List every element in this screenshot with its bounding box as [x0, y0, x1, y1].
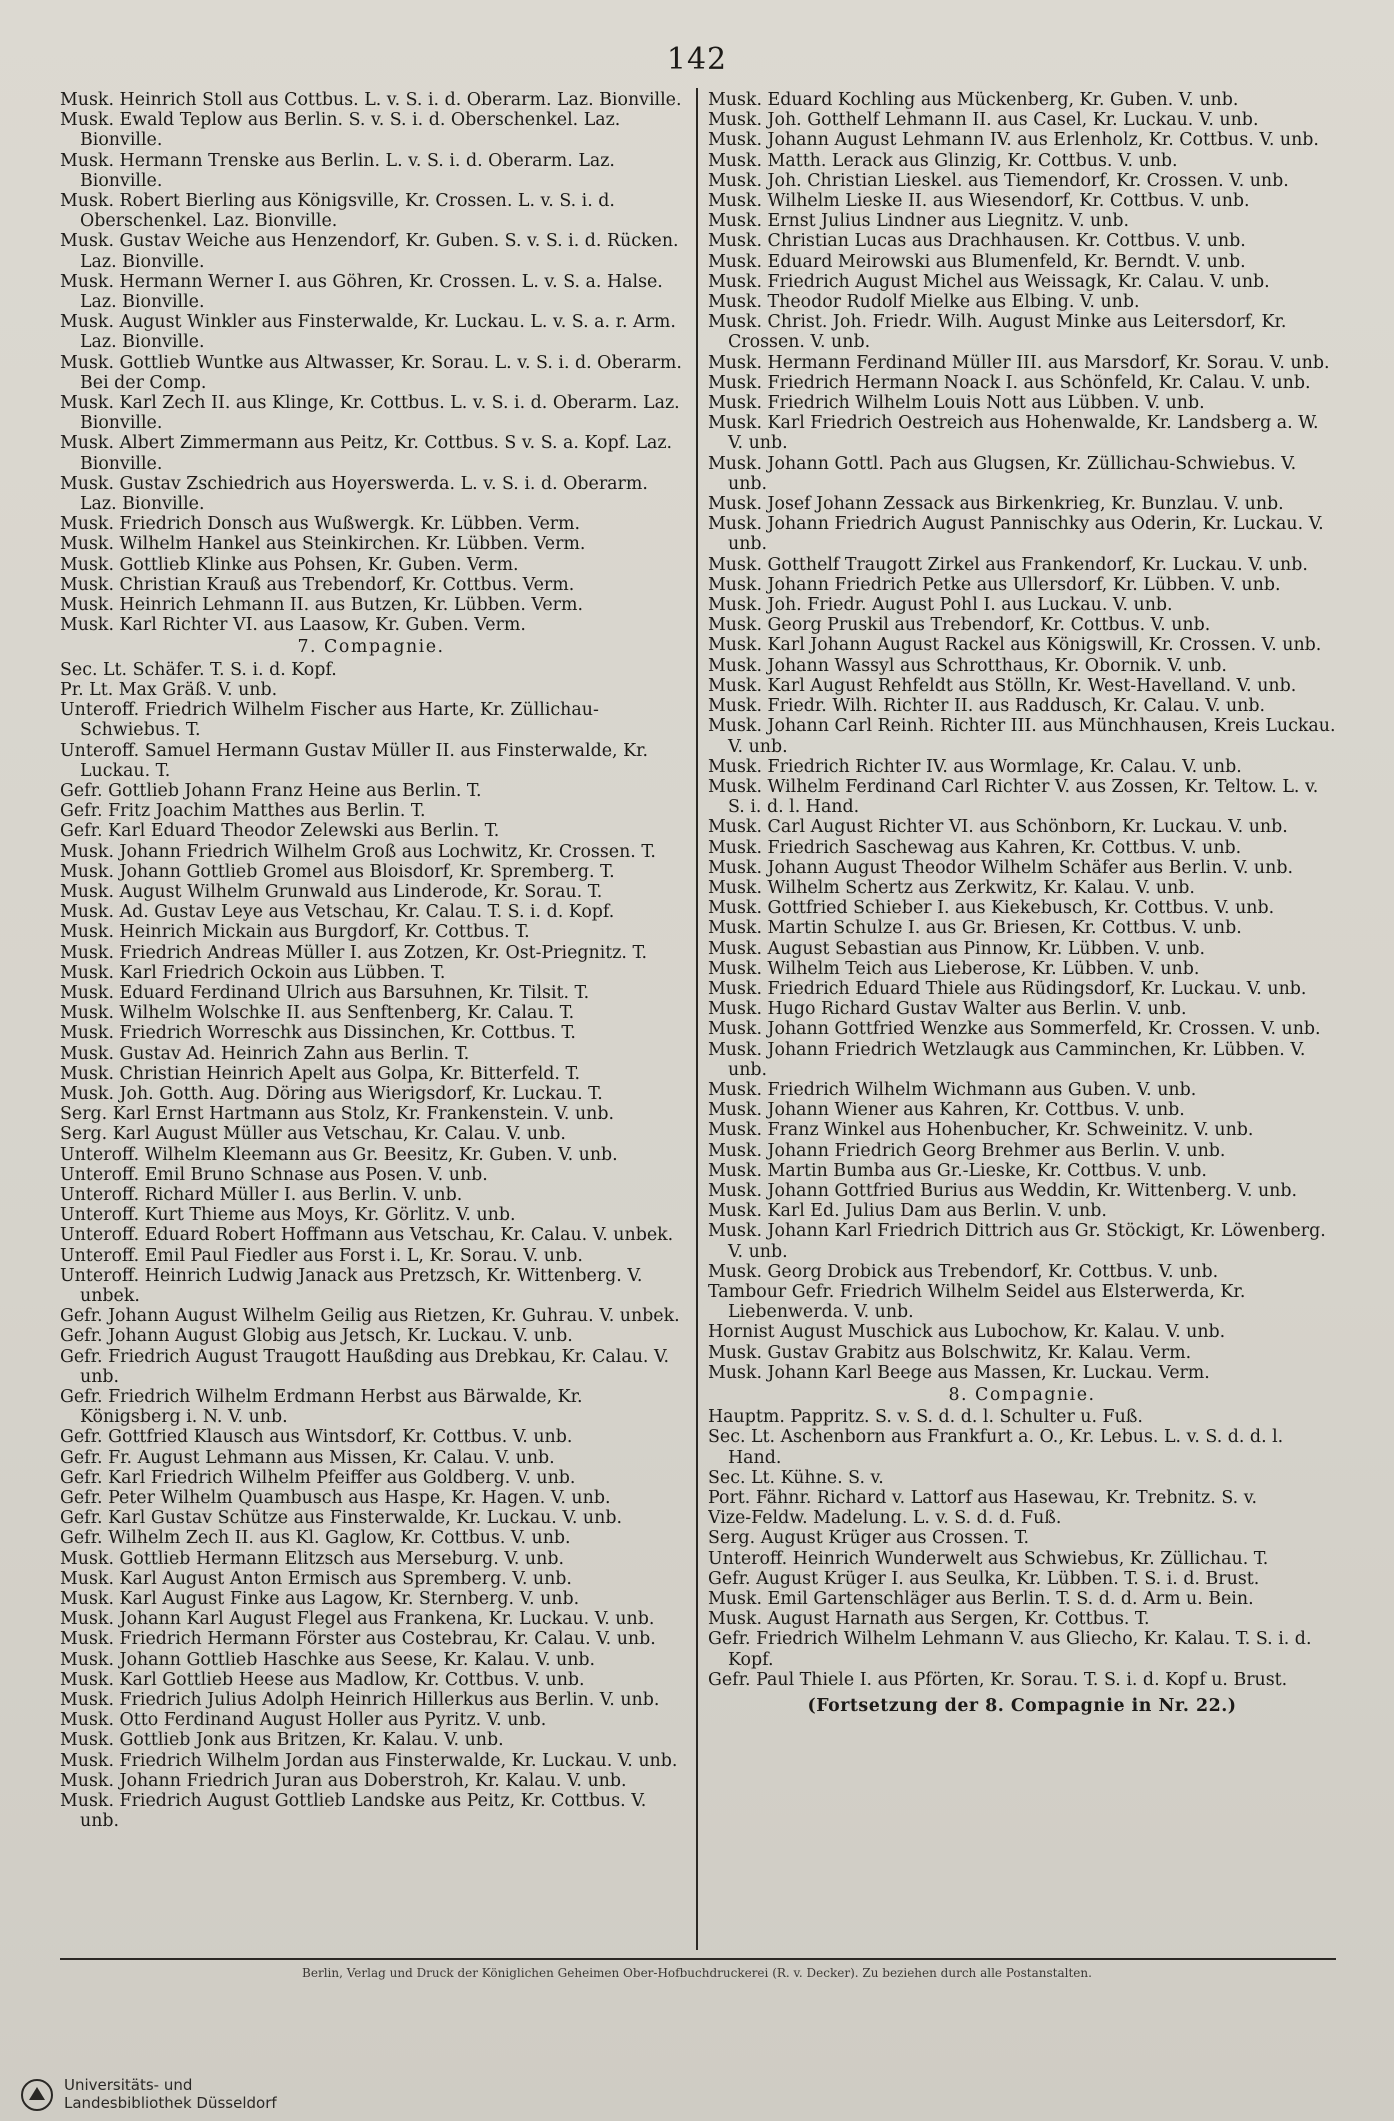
roster-entry: Musk. Wilhelm Wolschke II. aus Senftenberg, Kr. Calau. T. — [60, 1003, 575, 1024]
roster-entry: Musk. Christian Heinrich Apelt aus Golpa, Kr. Bitterfeld. T. — [60, 1063, 581, 1084]
footer-rule — [60, 1958, 1336, 1960]
library-logo-icon — [20, 2078, 54, 2112]
roster-entry: Musk. Johann Gottlieb Haschke aus Seese, Kr. Kalau. V. unb. — [60, 1649, 596, 1670]
roster-entry: Musk. Eduard Meirowski aus Blumenfeld, Kr. Berndt. V. unb. — [708, 251, 1246, 272]
roster-entry: Hornist August Muschick aus Lubochow, Kr. Kalau. V. unb. — [708, 1322, 1226, 1343]
roster-entry: Pr. Lt. Max Gräß. V. unb. — [60, 679, 278, 700]
roster-entry: Gefr. Karl Gustav Schütze aus Finsterwalde, Kr. Luckau. V. unb. — [60, 1508, 622, 1529]
continuation-note: (Fortsetzung der 8. Compagnie in Nr. 22.) — [807, 1696, 1237, 1717]
roster-entry: Musk. Eduard Ferdinand Ulrich aus Barsuhnen, Kr. Tilsit. T. — [60, 982, 590, 1003]
roster-entry: Musk. Johann Gottl. Pach aus Glugsen, Kr. Züllichau-Schwiebus. V. unb. — [708, 453, 1297, 494]
roster-entry: Musk. Gustav Weiche aus Henzendorf, Kr. Guben. S. v. S. i. d. Rücken. Laz. Bionville. — [60, 231, 679, 272]
roster-entry: Musk. Theodor Rudolf Mielke aus Elbing. V. unb. — [708, 292, 1140, 313]
company-heading: 7. Compagnie. — [297, 637, 445, 658]
roster-entry: Musk. Johann Karl August Flegel aus Frankena, Kr. Luckau. V. unb. — [60, 1609, 655, 1630]
roster-entry: Musk. Gotthelf Traugott Zirkel aus Frankendorf, Kr. Luckau. V. unb. — [708, 554, 1308, 575]
roster-entry: Musk. Hugo Richard Gustav Walter aus Berlin. V. unb. — [708, 999, 1187, 1020]
roster-entry: Unteroff. Wilhelm Kleemann aus Gr. Beesitz, Kr. Guben. V. unb. — [60, 1144, 618, 1165]
roster-entry: Musk. Heinrich Lehmann II. aus Butzen, Kr. Lübben. Verm. — [60, 595, 584, 616]
roster-entry: Tambour Gefr. Friedrich Wilhelm Seidel aus Elsterwerda, Kr. Liebenwerda. V. unb. — [708, 1281, 1246, 1323]
roster-entry: Musk. Friedrich Worreschk aus Dissinchen, Kr. Cottbus. T. — [60, 1023, 576, 1044]
company-heading: 8. Compagnie. — [948, 1385, 1096, 1405]
roster-entry: Musk. Christian Krauß aus Trebendorf, Kr. Cottbus. Verm. — [60, 574, 575, 595]
roster-entry: Unteroff. Kurt Thieme aus Moys, Kr. Görlitz. V. unb. — [60, 1205, 516, 1226]
roster-entry: Musk. Friedrich Hermann Noack I. aus Schönfeld, Kr. Calau. V. unb. — [708, 372, 1311, 393]
roster-entry: Unteroff. Samuel Hermann Gustav Müller II. aus Finsterwalde, Kr. Luckau. T. — [60, 740, 648, 781]
roster-entry: Musk. Karl Gottlieb Heese aus Madlow, Kr. Cottbus. V. unb. — [60, 1669, 585, 1690]
roster-entry: Musk. Gustav Zschiedrich aus Hoyerswerda. L. v. S. i. d. Oberarm. Laz. Bionville. — [60, 473, 648, 515]
roster-entry: Gefr. Friedrich August Traugott Haußding aus Drebkau, Kr. Calau. V. unb. — [60, 1346, 670, 1387]
roster-entry: Musk. Johann Friedrich Wetzlaugk aus Camminchen, Kr. Lübben. V. unb. — [708, 1039, 1306, 1080]
roster-entry: Musk. Karl Zech II. aus Klinge, Kr. Cottbus. L. v. S. i. d. Oberarm. Laz. Bionville. — [60, 393, 680, 434]
roster-entry: Gefr. Peter Wilhelm Quambusch aus Haspe, Kr. Hagen. V. unb. — [60, 1488, 611, 1509]
left-column — [60, 90, 682, 1950]
roster-entry: Musk. Gottlieb Klinke aus Pohsen, Kr. Guben. Verm. — [60, 554, 519, 575]
roster-entry: Musk. Christian Lucas aus Drachhausen. Kr. Cottbus. V. unb. — [708, 231, 1246, 252]
imprint-line: Berlin, Verlag und Druck der Königlichen Geheimen Ober-Hofbuchdruckerei (R. v. Decker). Zu beziehen durch alle Postanstalten. — [302, 1966, 1092, 1980]
roster-entry: Musk. Johann Karl Beege aus Massen, Kr. Luckau. Verm. — [708, 1362, 1210, 1383]
roster-entry: Musk. Friedrich Richter IV. aus Wormlage, Kr. Calau. V. unb. — [708, 756, 1242, 777]
roster-entry: Musk. Friedr. Wilh. Richter II. aus Raddusch, Kr. Calau. V. unb. — [708, 696, 1266, 717]
library-watermark — [20, 2074, 440, 2114]
roster-entry: Gefr. August Krüger I. aus Seulka, Kr. Lübben. T. S. i. d. Brust. — [708, 1568, 1260, 1589]
roster-entry: Musk. Johann Gottfried Wenzke aus Sommerfeld, Kr. Crossen. V. unb. — [708, 1019, 1321, 1040]
roster-entry: Musk. Friedrich Eduard Thiele aus Rüdingsdorf, Kr. Luckau. V. unb. — [708, 978, 1307, 999]
roster-entry: Musk. Gottlieb Hermann Elitzsch aus Merseburg. V. unb. — [60, 1548, 564, 1569]
roster-entry: Musk. Johann Gottlieb Gromel aus Bloisdorf, Kr. Spremberg. T. — [60, 861, 615, 882]
roster-entry: Musk. Eduard Kochling aus Mückenberg, Kr. Guben. V. unb. — [708, 90, 1239, 110]
roster-entry: Musk. Otto Ferdinand August Holler aus Pyritz. V. unb. — [60, 1710, 547, 1731]
roster-entry: Musk. Johann Karl Friedrich Dittrich aus Gr. Stöckigt, Kr. Löwenberg. V. unb. — [708, 1221, 1326, 1262]
roster-entry: Gefr. Wilhelm Zech II. aus Kl. Gaglow, Kr. Cottbus. V. unb. — [60, 1528, 571, 1549]
roster-entry: Serg. Karl Ernst Hartmann aus Stolz, Kr. Frankenstein. V. unb. — [60, 1104, 615, 1125]
roster-entry: Musk. Joh. Christian Lieskel. aus Tiemendorf, Kr. Crossen. V. unb. — [708, 170, 1289, 191]
roster-entry: Musk. Friedrich Julius Adolph Heinrich Hillerkus aus Berlin. V. unb. — [60, 1690, 660, 1711]
roster-entry: Musk. Karl August Rehfeldt aus Stölln, Kr. West-Havelland. V. unb. — [708, 675, 1297, 696]
roster-entry: Musk. Albert Zimmermann aus Peitz, Kr. Cottbus. S v. S. a. Kopf. Laz. Bionville. — [60, 433, 673, 474]
roster-entry: Musk. Gottlieb Wuntke aus Altwasser, Kr. Sorau. L. v. S. i. d. Oberarm. Bei der Comp. — [60, 352, 682, 393]
page-number: 142 — [666, 42, 728, 77]
roster-entry: Musk. Martin Bumba aus Gr.-Lieske, Kr. Cottbus. V. unb. — [708, 1160, 1207, 1181]
roster-entry: Musk. Wilhelm Schertz aus Zerkwitz, Kr. Kalau. V. unb. — [708, 877, 1195, 898]
roster-entry: Musk. Joh. Gotthelf Lehmann II. aus Casel, Kr. Luckau. V. unb. — [708, 110, 1259, 131]
roster-entry: Musk. Friedrich August Gottlieb Landske aus Peitz, Kr. Cottbus. V. unb. — [60, 1791, 647, 1832]
right-column — [708, 90, 1336, 1950]
roster-entry: Gefr. Gottlieb Johann Franz Heine aus Berlin. T. — [60, 780, 482, 801]
roster-entry: Musk. Johann August Theodor Wilhelm Schäfer aus Berlin. V. unb. — [708, 857, 1293, 878]
roster-entry: Sec. Lt. Kühne. S. v. — [708, 1467, 884, 1488]
roster-entry: Musk. Gustav Ad. Heinrich Zahn aus Berlin. T. — [60, 1043, 470, 1064]
roster-entry: Unteroff. Richard Müller I. aus Berlin. V. unb. — [60, 1184, 463, 1205]
roster-entry: Musk. Gottlieb Jonk aus Britzen, Kr. Kalau. V. unb. — [60, 1730, 504, 1751]
roster-entry: Musk. Karl Richter VI. aus Laasow, Kr. Guben. Verm. — [60, 615, 526, 636]
roster-entry: Unteroff. Emil Paul Fiedler aus Forst i. L, Kr. Sorau. V. unb. — [60, 1245, 583, 1266]
roster-entry: Musk. Josef Johann Zessack aus Birkenkrieg, Kr. Bunzlau. V. unb. — [708, 494, 1284, 515]
roster-entry: Gefr. Friedrich Wilhelm Lehmann V. aus Gliecho, Kr. Kalau. T. S. i. d. Kopf. — [708, 1629, 1312, 1670]
roster-entry: Musk. Hermann Werner I. aus Göhren, Kr. Crossen. L. v. S. a. Halse. Laz. Bionville. — [60, 271, 663, 313]
roster-entry: Musk. Ewald Teplow aus Berlin. S. v. S. i. d. Oberschenkel. Laz. Bionville. — [60, 110, 621, 151]
roster-entry: Musk. Joh. Friedr. August Pohl I. aus Luckau. V. unb. — [708, 595, 1173, 616]
library-name — [64, 2076, 277, 2112]
roster-entry: Gefr. Johann August Wilhelm Geilig aus Rietzen, Kr. Guhrau. V. unbek. — [60, 1306, 680, 1327]
roster-entry: Musk. Karl August Finke aus Lagow, Kr. Sternberg. V. unb. — [60, 1589, 580, 1610]
roster-entry: Musk. Karl August Anton Ermisch aus Spremberg. V. unb. — [60, 1568, 572, 1589]
roster-entry: Musk. Ernst Julius Lindner aus Liegnitz. V. unb. — [708, 211, 1130, 232]
roster-entry: Unteroff. Eduard Robert Hoffmann aus Vetschau, Kr. Calau. V. unbek. — [60, 1225, 674, 1246]
roster-entry: Musk. Wilhelm Teich aus Lieberose, Kr. Lübben. V. unb. — [708, 958, 1200, 979]
library-name-line1: Universitäts- und — [64, 2076, 193, 2094]
roster-entry: Gefr. Paul Thiele I. aus Pförten, Kr. Sorau. T. S. i. d. Kopf u. Brust. — [708, 1669, 1288, 1690]
roster-entry: Gefr. Johann August Globig aus Jetsch, Kr. Luckau. V. unb. — [60, 1326, 573, 1347]
roster-entry: Musk. Christ. Joh. Friedr. Wilh. August Minke aus Leitersdorf, Kr. Crossen. V. unb. — [708, 312, 1287, 353]
roster-entry: Musk. Johann Carl Reinh. Richter III. aus Münchhausen, Kreis Luckau. V. unb. — [708, 716, 1336, 757]
roster-entry: Musk. Friedrich Andreas Müller I. aus Zotzen, Kr. Ost-Priegnitz. T. — [60, 942, 648, 963]
roster-entry: Hauptm. Pappritz. S. v. S. d. d. l. Schulter u. Fuß. — [708, 1407, 1143, 1428]
roster-entry: Musk. Heinrich Stoll aus Cottbus. L. v. S. i. d. Oberarm. Laz. Bionville. — [60, 90, 682, 110]
roster-entry: Gefr. Gottfried Klausch aus Wintsdorf, Kr. Cottbus. V. unb. — [60, 1427, 573, 1448]
roster-entry: Musk. August Harnath aus Sergen, Kr. Cottbus. T. — [708, 1609, 1150, 1630]
roster-entry: Musk. Johann Friedrich Petke aus Ullersdorf, Kr. Lübben. V. unb. — [708, 574, 1281, 595]
roster-entry: Musk. Johann Friedrich Wilhelm Groß aus Lochwitz, Kr. Crossen. T. — [60, 841, 656, 862]
roster-entry: Sec. Lt. Schäfer. T. S. i. d. Kopf. — [60, 659, 337, 680]
roster-entry: Port. Fähnr. Richard v. Lattorf aus Hasewau, Kr. Trebnitz. S. v. — [708, 1488, 1258, 1509]
roster-entry: Musk. Robert Bierling aus Königsville, Kr. Crossen. L. v. S. i. d. Oberschenkel. Laz. Bionville. — [60, 191, 615, 232]
roster-entry: Serg. Karl August Müller aus Vetschau, Kr. Calau. V. unb. — [60, 1124, 566, 1145]
roster-entry: Musk. Friedrich Wilhelm Jordan aus Finsterwalde, Kr. Luckau. V. unb. — [60, 1750, 678, 1771]
roster-entry: Musk. Georg Pruskil aus Trebendorf, Kr. Cottbus. V. unb. — [708, 615, 1211, 636]
roster-entry: Musk. Karl Friedrich Oestreich aus Hohenwalde, Kr. Landsberg a. W. V. unb. — [708, 413, 1319, 454]
roster-entry: Musk. Gustav Grabitz aus Bolschwitz, Kr. Kalau. Verm. — [708, 1342, 1192, 1363]
roster-entry: Musk. Ad. Gustav Leye aus Vetschau, Kr. Calau. T. S. i. d. Kopf. — [60, 902, 615, 923]
roster-entry: Unteroff. Emil Bruno Schnase aus Posen. V. unb. — [60, 1164, 488, 1185]
roster-entry: Musk. Franz Winkel aus Hohenbucher, Kr. Schweinitz. V. unb. — [708, 1120, 1254, 1141]
roster-entry: Musk. August Sebastian aus Pinnow, Kr. Lübben. V. unb. — [708, 938, 1206, 959]
roster-entry: Musk. Friedrich Wilhelm Wichmann aus Guben. V. unb. — [708, 1079, 1197, 1100]
roster-entry: Musk. August Winkler aus Finsterwalde, Kr. Luckau. L. v. S. a. r. Arm. Laz. Bionville. — [60, 312, 676, 353]
roster-entry: Musk. Friedrich Saschewag aus Kahren, Kr. Cottbus. V. unb. — [708, 837, 1242, 858]
roster-entry: Musk. Friedrich Hermann Förster aus Costebrau, Kr. Calau. V. unb. — [60, 1629, 656, 1650]
roster-entry: Musk. August Wilhelm Grunwald aus Linderode, Kr. Sorau. T. — [60, 881, 603, 902]
roster-entry: Gefr. Friedrich Wilhelm Erdmann Herbst aus Bärwalde, Kr. Königsberg i. N. V. unb. — [60, 1387, 583, 1428]
roster-entry: Musk. Emil Gartenschläger aus Berlin. T. S. d. d. Arm u. Bein. — [708, 1589, 1254, 1610]
roster-entry: Musk. Georg Drobick aus Trebendorf, Kr. Cottbus. V. unb. — [708, 1261, 1219, 1282]
column-divider — [696, 88, 698, 1950]
roster-entry: Musk. Karl Friedrich Ockoin aus Lübben. T. — [60, 962, 446, 983]
roster-entry: Musk. Johann Friedrich Georg Brehmer aus Berlin. V. unb. — [708, 1140, 1226, 1161]
roster-entry: Musk. Wilhelm Lieske II. aus Wiesendorf, Kr. Cottbus. V. unb. — [708, 191, 1250, 212]
roster-entry: Musk. Wilhelm Ferdinand Carl Richter V. aus Zossen, Kr. Teltow. L. v. S. i. d. l. Hand. — [708, 776, 1319, 818]
roster-entry: Musk. Friedrich Donsch aus Wußwergk. Kr. Lübben. Verm. — [60, 514, 581, 535]
roster-entry: Musk. Johann Gottfried Burius aus Weddin, Kr. Wittenberg. V. unb. — [708, 1180, 1298, 1201]
roster-entry: Musk. Joh. Gotth. Aug. Döring aus Wierigsdorf, Kr. Luckau. T. — [60, 1083, 603, 1104]
roster-entry: Musk. Matth. Lerack aus Glinzig, Kr. Cottbus. V. unb. — [708, 150, 1178, 171]
roster-entry: Musk. Heinrich Mickain aus Burgdorf, Kr. Cottbus. T. — [60, 922, 530, 943]
roster-entry: Vize-Feldw. Madelung. L. v. S. d. d. Fuß. — [708, 1508, 1062, 1529]
roster-entry: Musk. Hermann Trenske aus Berlin. L. v. S. i. d. Oberarm. Laz. Bionville. — [60, 150, 615, 191]
roster-entry: Unteroff. Friedrich Wilhelm Fischer aus Harte, Kr. Züllichau-Schwiebus. T. — [60, 700, 599, 741]
roster-entry: Musk. Johann Wiener aus Kahren, Kr. Cottbus. V. unb. — [708, 1100, 1185, 1121]
roster-entry: Musk. Johann Friedrich Juran aus Doberstroh, Kr. Kalau. V. unb. — [60, 1770, 627, 1791]
library-name-line2: Landesbibliothek Düsseldorf — [64, 2094, 277, 2112]
roster-entry: Musk. Hermann Ferdinand Müller III. aus Marsdorf, Kr. Sorau. V. unb. — [708, 352, 1330, 373]
roster-entry: Gefr. Karl Eduard Theodor Zelewski aus Berlin. T. — [60, 821, 500, 842]
roster-entry: Musk. Johann Wassyl aus Schrotthaus, Kr. Obornik. V. unb. — [708, 655, 1227, 676]
roster-entry: Serg. August Krüger aus Crossen. T. — [708, 1528, 1030, 1549]
roster-entry: Gefr. Karl Friedrich Wilhelm Pfeiffer aus Goldberg. V. unb. — [60, 1467, 576, 1488]
roster-entry: Musk. Gottfried Schieber I. aus Kiekebusch, Kr. Cottbus. V. unb. — [708, 898, 1275, 919]
roster-entry: Musk. Karl Ed. Julius Dam aus Berlin. V. unb. — [708, 1201, 1107, 1222]
roster-entry: Gefr. Fritz Joachim Matthes aus Berlin. T. — [60, 801, 426, 822]
roster-entry: Gefr. Fr. August Lehmann aus Missen, Kr. Calau. V. unb. — [60, 1447, 555, 1468]
roster-entry: Sec. Lt. Aschenborn aus Frankfurt a. O., Kr. Lebus. L. v. S. d. d. l. Hand. — [708, 1427, 1284, 1468]
roster-entry: Unteroff. Heinrich Wunderwelt aus Schwiebus, Kr. Züllichau. T. — [708, 1548, 1269, 1569]
roster-entry: Musk. Friedrich Wilhelm Louis Nott aus Lübben. V. unb. — [708, 393, 1205, 414]
roster-entry: Musk. Johann Friedrich August Pannischky aus Oderin, Kr. Luckau. V. unb. — [708, 514, 1324, 555]
roster-entry: Musk. Martin Schulze I. aus Gr. Briesen, Kr. Cottbus. V. unb. — [708, 918, 1242, 939]
roster-entry: Musk. Carl August Richter VI. aus Schönborn, Kr. Luckau. V. unb. — [708, 817, 1288, 838]
roster-entry: Unteroff. Heinrich Ludwig Janack aus Pretzsch, Kr. Wittenberg. V. unbek. — [60, 1265, 643, 1306]
roster-entry: Musk. Friedrich August Michel aus Weissagk, Kr. Calau. V. unb. — [708, 271, 1270, 292]
roster-entry: Musk. Johann August Lehmann IV. aus Erlenholz, Kr. Cottbus. V. unb. — [708, 130, 1319, 151]
roster-entry: Musk. Karl Johann August Rackel aus Königswill, Kr. Crossen. V. unb. — [708, 635, 1322, 656]
roster-entry: Musk. Wilhelm Hankel aus Steinkirchen. Kr. Lübben. Verm. — [60, 534, 586, 555]
